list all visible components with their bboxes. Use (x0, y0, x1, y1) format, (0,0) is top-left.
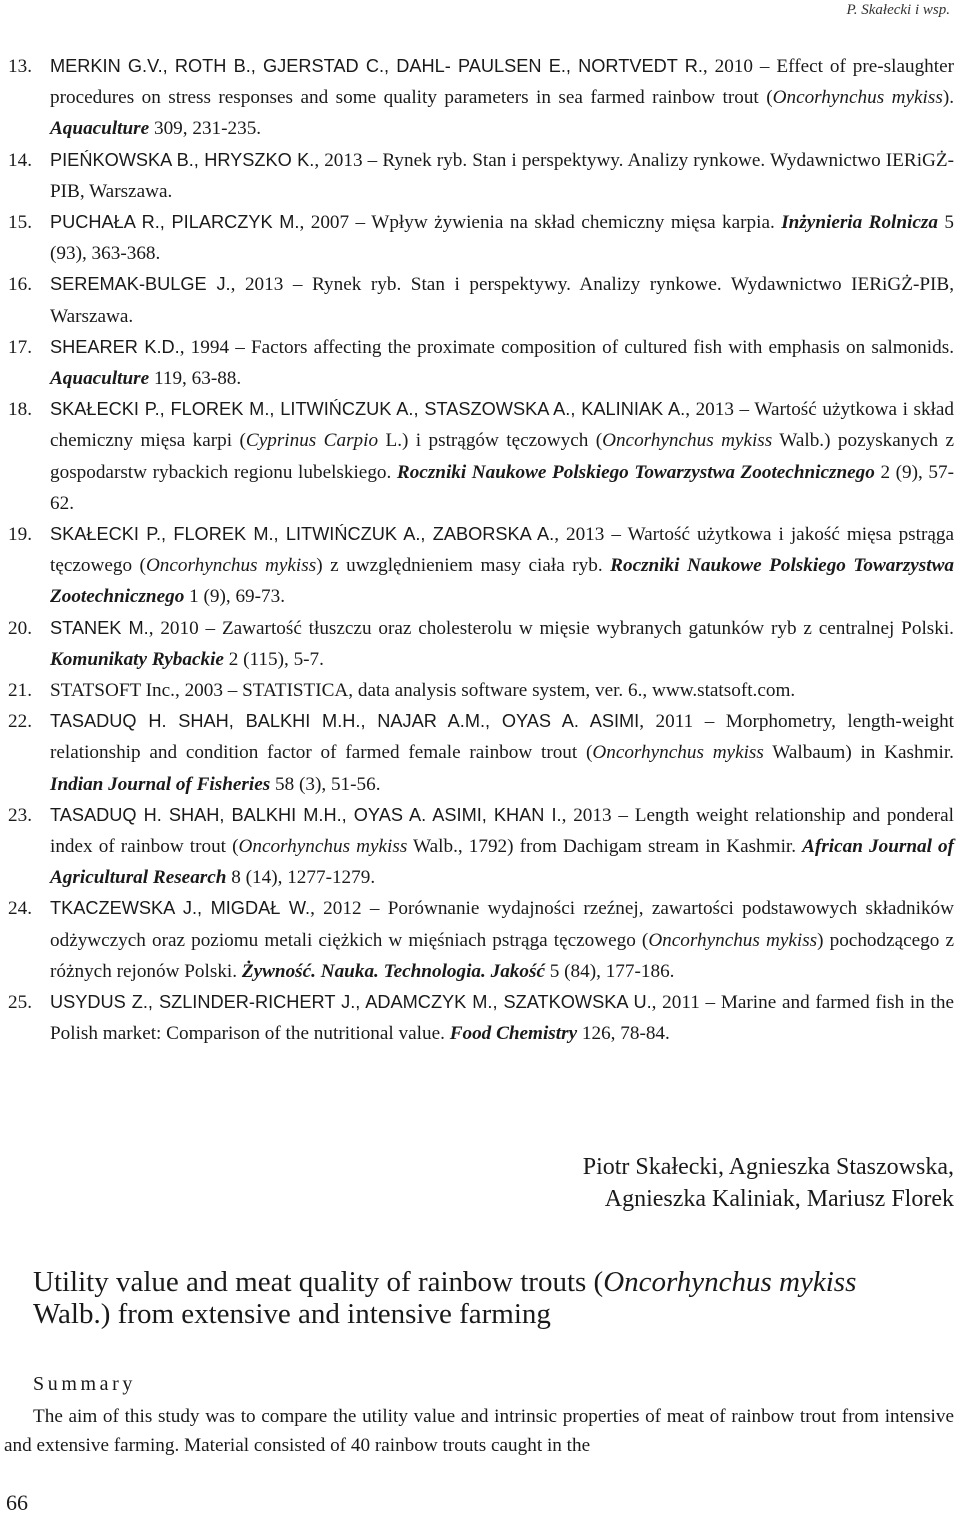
english-title (33, 1266, 933, 1330)
reference-text: ) pochodzącego z różnych rejonów Polski. (50, 929, 954, 982)
reference-authors: SHEARER K.D. (50, 336, 180, 357)
reference-text: , 2013 – Wartość użytkowa i skład chemiczny mięsa karpi ( (50, 399, 955, 452)
reference-item (8, 332, 954, 394)
reference-authors: TKACZEWSKA J., MIGDAŁ W. (50, 898, 311, 919)
journal-name: Aquaculture (50, 368, 150, 390)
reference-authors: SEREMAK-BULGE J. (50, 274, 231, 295)
species-name: Oncorhynchus mykiss (772, 87, 943, 109)
reference-item (8, 800, 954, 894)
reference-number: 17. (8, 336, 32, 358)
reference-authors: PUCHAŁA R., PILARCZYK M. (50, 212, 300, 233)
title-text: Utility value and meat quality of rainbow trouts ( (33, 1266, 604, 1298)
journal-name: Komunikaty Rybackie (50, 648, 224, 670)
journal-name: Roczniki Naukowe Polskiego Towarzystwa Zootechnicznego (50, 555, 954, 608)
species-name: Oncorhynchus mykiss (238, 836, 408, 858)
reference-text: L.) i pstrągów tęczowych ( (378, 430, 603, 452)
journal-name: Food Chemistry (449, 1023, 578, 1045)
reference-authors: TASADUQ H. SHAH, BALKHI M.H., OYAS A. ASIMI, KHAN I. (50, 804, 562, 825)
summary-heading: Summary (33, 1373, 136, 1395)
journal-name: African Journal of Agricultural Research (50, 836, 955, 889)
reference-number: 16. (8, 274, 32, 296)
reference-number: 18. (8, 399, 32, 421)
journal-name: Indian Journal of Fisheries (50, 773, 271, 795)
journal-name: Żywność. Nauka. Technologia. Jakość (241, 960, 545, 982)
reference-tail: 126, 78-84. (577, 1023, 670, 1045)
reference-number: 14. (8, 149, 32, 171)
reference-tail: 5 (84), 177-186. (544, 960, 675, 982)
reference-item (8, 613, 954, 675)
reference-authors: USYDUS Z., SZLINDER-RICHERT J., ADAMCZYK M., SZATKOWSKA U. (50, 992, 652, 1013)
reference-item (8, 145, 954, 207)
reference-number: 22. (8, 711, 32, 733)
reference-item (8, 207, 954, 269)
reference-item (8, 706, 954, 800)
reference-text: , 2013 – Rynek ryb. Stan i perspektywy. Analizy rynkowe. Wydawnictwo IERiGŻ-PIB, Warszawa. (50, 149, 955, 202)
journal-name: Roczniki Naukowe Polskiego Towarzystwa Zootechnicznego (396, 461, 875, 483)
reference-text: , 2010 – Effect of pre-slaughter procedures on stress responses and some quality parameters in sea farmed rainbow trout ( (50, 56, 954, 109)
reference-tail: 119, 63-88. (149, 368, 242, 390)
reference-item (8, 269, 954, 331)
reference-item (8, 394, 954, 519)
species-name: Oncorhynchus mykiss (592, 742, 764, 764)
reference-authors: STATSOFT Inc. (50, 680, 175, 702)
reference-authors: MERKIN G.V., ROTH B., GJERSTAD C., DAHL- PAULSEN E., NORTVEDT R. (50, 56, 703, 76)
reference-text: , 2007 – Wpływ żywienia na skład chemiczny mięsa karpia. (299, 212, 782, 234)
reference-number: 24. (8, 898, 32, 920)
page-number: 66 (6, 1490, 28, 1515)
reference-text: , 2013 – Wartość użytkowa i jakość mięsa pstrąga tęczowego ( (50, 524, 954, 577)
reference-text: , 1994 – Factors affecting the proximate composition of cultured fish with emphasis on salmonids. (179, 336, 954, 358)
reference-tail: 8 (14), 1277-1279. (226, 867, 376, 889)
reference-list (8, 51, 954, 1050)
reference-item (8, 987, 954, 1049)
reference-item (8, 51, 954, 145)
reference-number: 23. (8, 804, 32, 826)
reference-text: , 2011 – Marine and farmed fish in the Polish market: Comparison of the nutritional value. (50, 992, 954, 1045)
title-text: Walb.) from extensive and intensive farming (33, 1298, 551, 1330)
reference-text: , 2011 – Morphometry, length-weight relationship and condition factor of farmed female rainbow trout ( (50, 711, 954, 764)
reference-number: 21. (8, 680, 32, 702)
reference-text: Walb., 1792) from Dachigam stream in Kashmir. (407, 836, 803, 858)
running-header: P. Skałecki i wsp. (846, 2, 950, 18)
reference-item (8, 893, 954, 987)
reference-authors: TASADUQ H. SHAH, BALKHI M.H., NAJAR A.M., OYAS A. ASIMI (50, 711, 640, 732)
journal-name: Inżynieria Rolnicza (781, 212, 938, 234)
journal-name: Aquaculture (50, 118, 150, 140)
reference-tail: 2 (115), 5-7. (223, 648, 324, 670)
reference-authors: SKAŁECKI P., FLOREK M., LITWIŃCZUK A., ZABORSKA A. (50, 524, 555, 545)
reference-text: , 2013 – Rynek ryb. Stan i perspektywy. Analizy rynkowe. Wydawnictwo IERiGŻ-PIB, Warszawa. (50, 274, 954, 327)
signature-line: Piotr Skałecki, Agnieszka Staszowska, (582, 1154, 954, 1180)
reference-text: , 2013 – Length weight relationship and ponderal index of rainbow trout ( (50, 804, 954, 858)
reference-tail: 5 (93), 363-368. (50, 212, 954, 265)
reference-text: , 2010 – Zawartość tłuszczu oraz cholesterolu w mięsie wybranych gatunków ryb z centralnej Polski. (148, 617, 954, 639)
reference-number: 20. (8, 617, 32, 639)
reference-tail: 58 (3), 51-56. (270, 773, 381, 795)
reference-tail: 1 (9), 69-73. (184, 586, 286, 608)
reference-text: Walbaum) in Kashmir. (763, 742, 954, 764)
reference-text: Walb.) pozyskanych z gospodarstw rybackich regionu lubelskiego. (50, 430, 954, 483)
reference-tail: 2 (9), 57-62. (50, 461, 954, 514)
species-name: Oncorhynchus mykiss (603, 1266, 857, 1298)
species-name: Oncorhynchus mykiss (145, 555, 317, 577)
reference-authors: STANEK M. (50, 617, 149, 638)
author-signature (583, 1151, 954, 1215)
reference-item (8, 675, 954, 706)
reference-number: 19. (8, 524, 32, 546)
species-name: Oncorhynchus mykiss (648, 929, 818, 951)
reference-text: , 2012 – Porównanie wydajności rzeźnej, zawartości podstawowych składników odżywczych oraz poziomu metali ciężkich w mięśniach pstrąga tęczowego ( (50, 898, 955, 951)
species-name: Cyprinus Carpio (245, 430, 379, 452)
species-name: Oncorhynchus mykiss (602, 430, 773, 452)
reference-authors: PIEŃKOWSKA B., HRYSZKO K. (50, 149, 315, 170)
reference-text: , 2003 – STATISTICA, data analysis software system, ver. 6., www.statsoft.com. (174, 680, 796, 702)
summary-text: The aim of this study was to compare the utility value and intrinsic properties of meat of rainbow trout from intensive and extensive farming. Material consisted of 40 rainbow trouts caught in the (4, 1406, 954, 1456)
reference-number: 25. (8, 992, 32, 1014)
reference-tail: 309, 231-235. (149, 118, 262, 140)
reference-number: 15. (8, 212, 32, 234)
reference-text: ). (942, 87, 954, 109)
signature-line: Agnieszka Kaliniak, Mariusz Florek (604, 1186, 954, 1212)
summary-paragraph (4, 1402, 954, 1460)
reference-item (8, 519, 954, 613)
reference-text: ) z uwzględnieniem masy ciała ryb. (316, 555, 611, 577)
reference-authors: SKAŁECKI P., FLOREK M., LITWIŃCZUK A., STASZOWSKA A., KALINIAK A. (50, 399, 686, 420)
reference-number: 13. (8, 56, 32, 77)
